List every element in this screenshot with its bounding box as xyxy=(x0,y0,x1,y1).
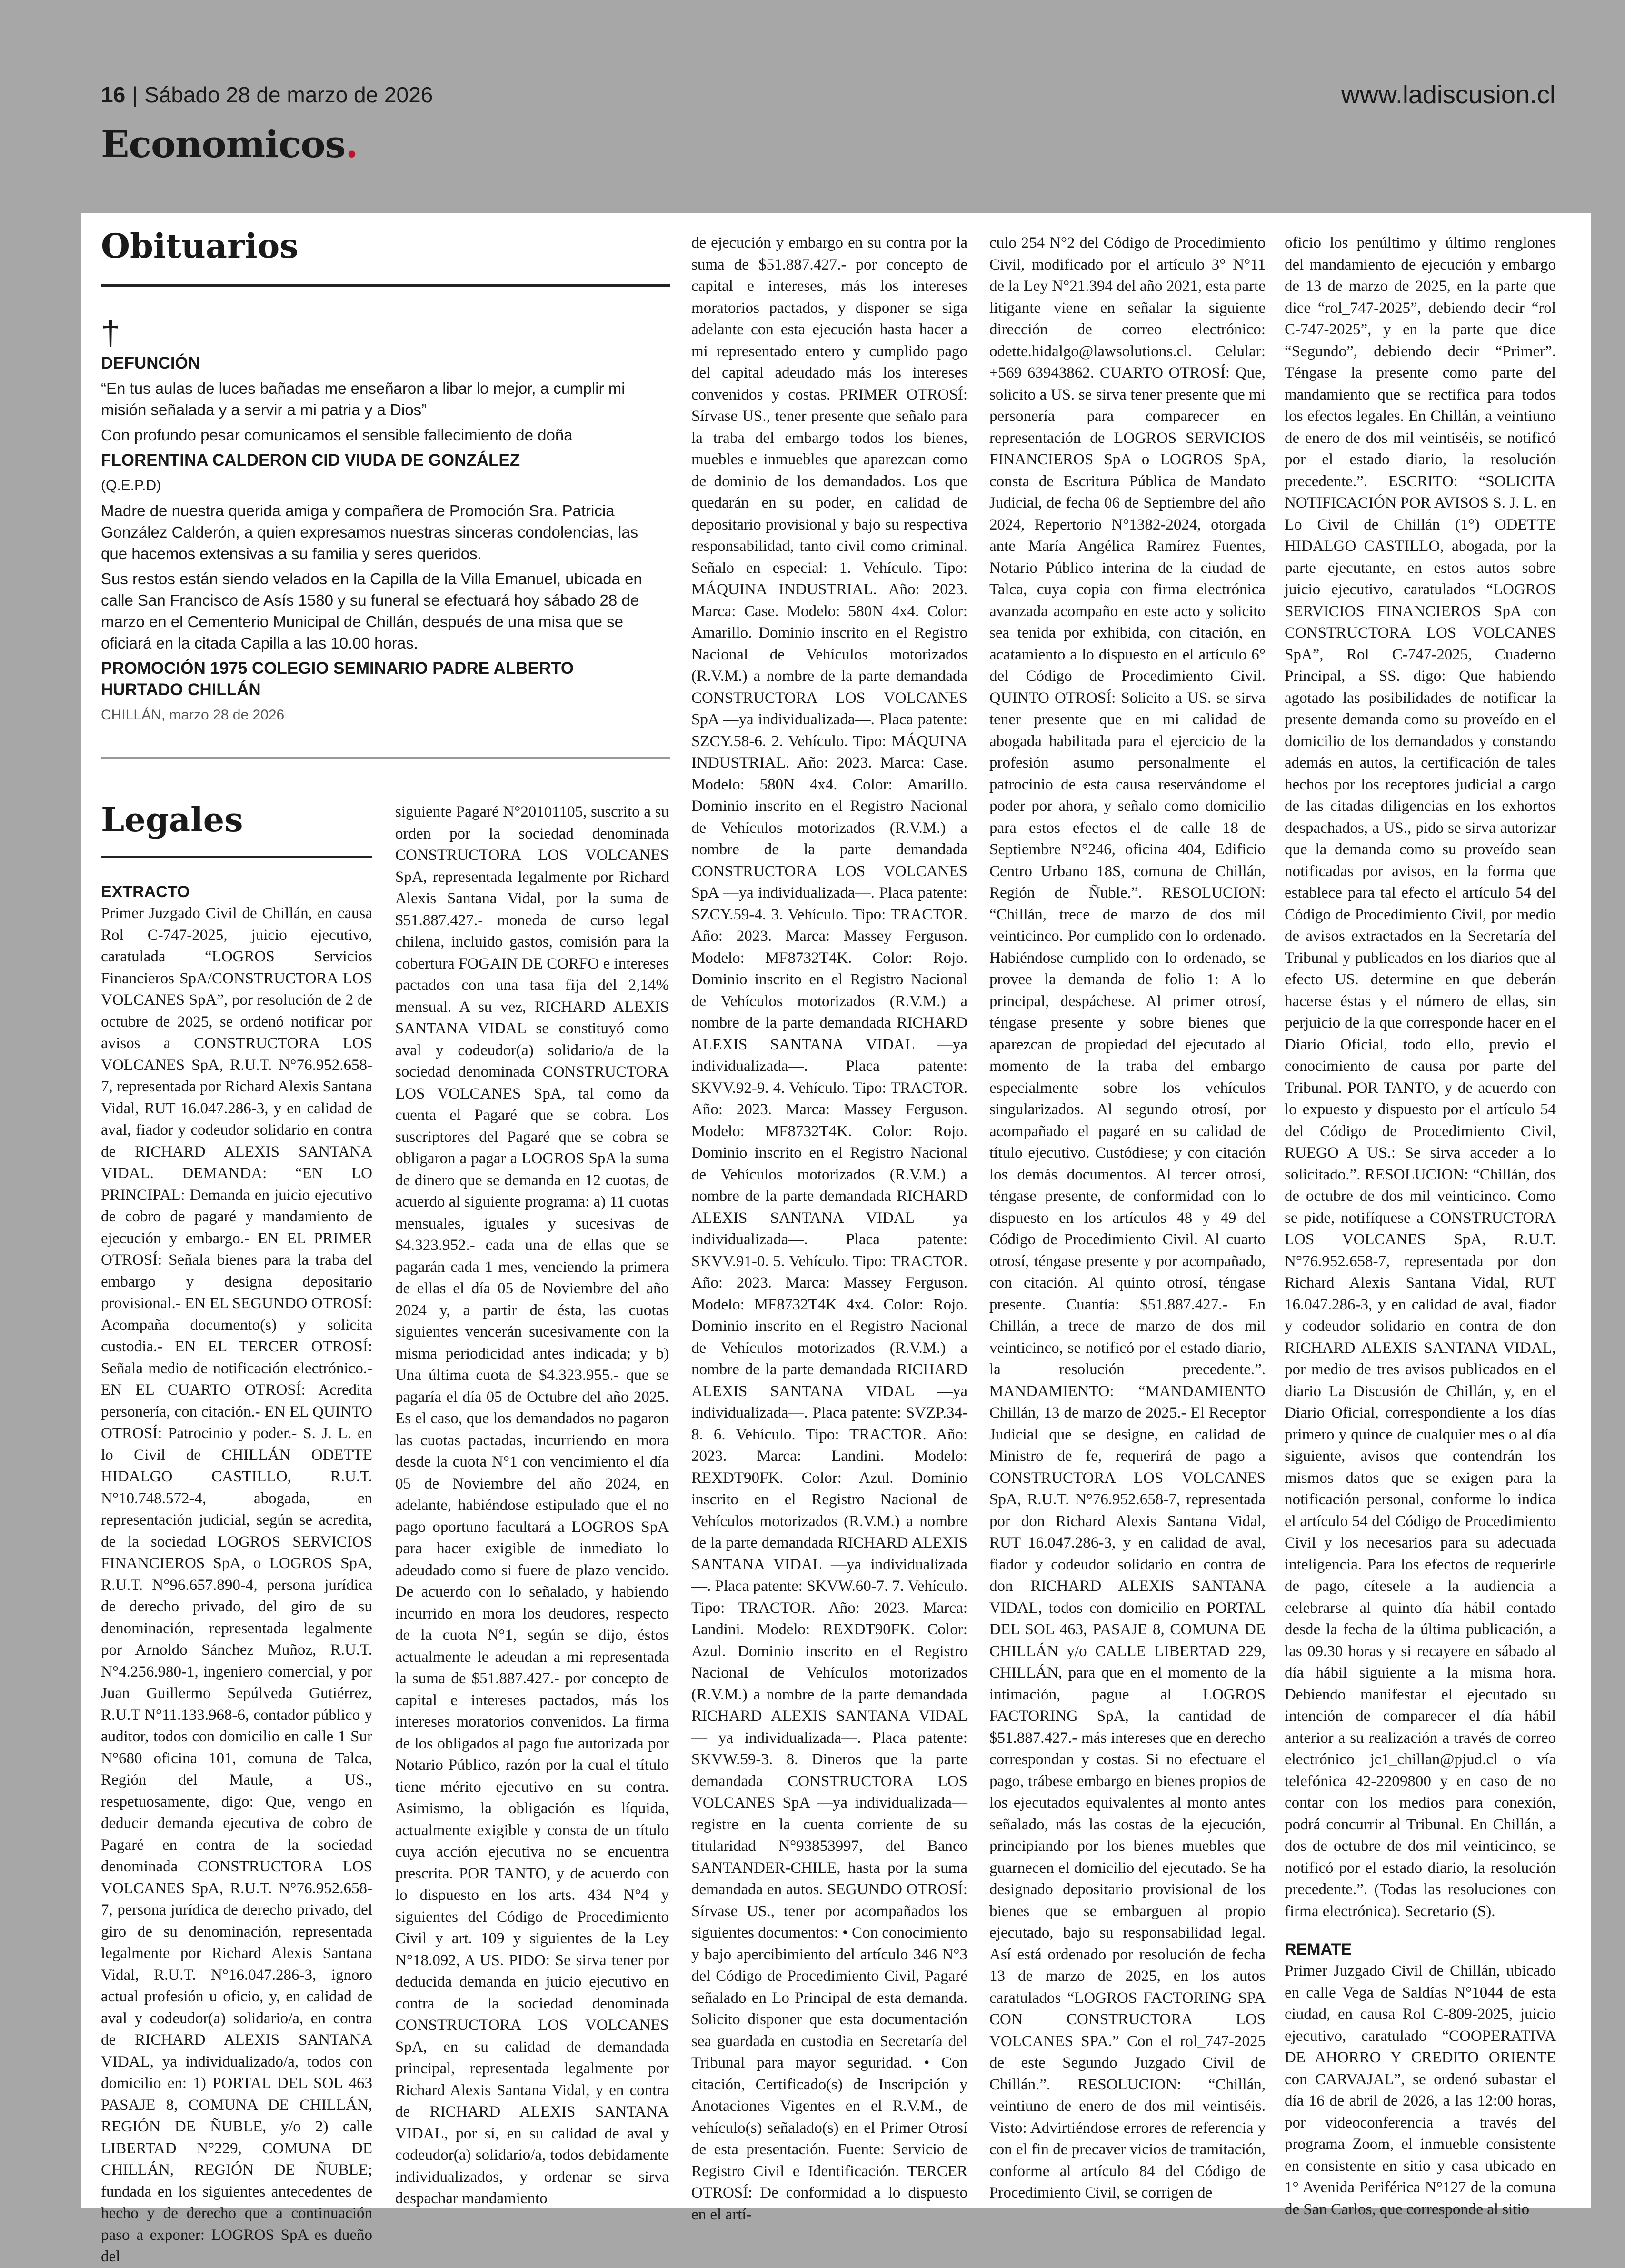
obituarios-bottom-rule xyxy=(101,757,670,759)
obituary-heading: DEFUNCIÓN xyxy=(101,354,200,372)
website-url[interactable]: www.ladiscusion.cl xyxy=(1341,80,1555,109)
obituary-paragraph-2: Sus restos están siendo velados en la Capilla de la Villa Emanuel, ubicada en calle San Francisco de Asís 1580 y su funeral se efectuará hoy sábado 28 de marzo en el Cementerio Municipal de Chillán, después de una misa que se oficiará en la citada Capilla a las 10.00 horas. xyxy=(101,570,642,652)
legales-column-3 xyxy=(691,232,967,2226)
obituary-signature: PROMOCIÓN 1975 COLEGIO SEMINARIO PADRE ALBERTO HURTADO CHILLÁN xyxy=(101,659,574,699)
obituary-notice xyxy=(101,314,648,729)
extracto-text-1: Primer Juzgado Civil de Chillán, en causa Rol C-747-2025, juicio ejecutivo, caratulada “LOGROS Servicios Financieros SpA/CONSTRUCTORA LOS VOLCANES SpA”, por resolución de 2 de octubre de 2025, se ordenó notificar por avisos a CONSTRUCTORA LOS VOLCANES SpA, R.U.T. N°76.952.658-7, representada por Richard Alexis Santana Vidal, RUT 16.047.286-3, y en calidad de aval, fiador y codeudor solidario en contra de RICHARD ALEXIS SANTANA VIDAL. DEMANDA: “EN LO PRINCIPAL: Demanda en juicio ejecutivo de cobro de pagaré y mandamiento de ejecución y embargo.- EN EL PRIMER OTROSÍ: Señala bienes para la traba del embargo y designa depositario provisional.- EN EL SEGUNDO OTROSÍ: Acompaña documento(s) y solicita custodia.- EN EL TERCER OTROSÍ: Señala medio de notificación electrónico.- EN EL CUARTO OTROSÍ: Acredita personería, con citación.- EN EL QUINTO OTROSÍ: Patrocinio y poder.- S. J. L. en lo Civil de CHILLÁN ODETTE HIDALGO CASTILLO, R.U.T. N°10.748.572-4, abogada, en representación judicial, según se acredita, de la sociedad LOGROS SERVICIOS FINANCIEROS SpA, o LOGROS SpA, R.U.T. N°96.657.890-4, persona jurídica de derecho privado, del giro de su denominación, representada legalmente por Arnoldo Sánchez Muñoz, R.U.T. N°4.256.980-1, ingeniero comercial, y por Juan Guillermo Sepúlveda Gutiérrez, R.U.T N°11.133.968-6, contador público y auditor, todos con domicilio en calle 1 Sur N°680 oficina 101, comuna de Talca, Región del Maule, a US., respetuosamente, digo: Que, vengo en deducir demanda ejecutiva de cobro de Pagaré en contra de la sociedad denominada CONSTRUCTORA LOS VOLCANES SpA, R.U.T. N°76.952.658-7, persona jurídica de derecho privado, del giro de su denominación, representada legalmente por Richard Alexis Santana Vidal, R.U.T. N°16.047.286-3, ignoro actual profesión u oficio, y, en calidad de aval y codeudor(a) solidario/a, en contra de RICHARD ALEXIS SANTANA VIDAL, ya individualizado/a, todos con domicilio en: 1) PORTAL DEL SOL 463 PASAJE 8, COMUNA DE CHILLÁN, REGIÓN DE ÑUBLE, y/o 2) calle LIBERTAD N°229, COMUNA DE CHILLÁN, REGIÓN DE ÑUBLE; fundada en los siguientes antecedentes de hecho y de derecho que a continuación paso a exponer: LOGROS SpA es dueño del xyxy=(101,905,372,2265)
header-separator: | xyxy=(132,82,138,107)
legales-column-5 xyxy=(1285,232,1556,2220)
obituary-place-date: CHILLÁN, marzo 28 de 2026 xyxy=(101,707,285,723)
page-number: 16 xyxy=(101,82,126,107)
section-dot-icon: . xyxy=(345,123,358,166)
remate-text: Primer Juzgado Civil de Chillán, ubicado en calle Vega de Saldías N°1044 de esta ciudad, en causa Rol C-809-2025, juicio ejecutivo, caratulado “COOPERATIVA DE AHORRO Y CREDITO ORIENTE con CARVAJAL”, se ordenó subastar el día 16 de abril de 2026, a las 12:00 horas, por videoconferencia a través del programa Zoom, el inmueble consistente en consistente en sitio y casa ubicado en 1° Avenida Periférica N°127 de la comuna de San Carlos, que corresponde al sitio xyxy=(1285,1962,1556,2218)
obituarios-title: Obituarios xyxy=(101,226,299,266)
extracto-text-3: de ejecución y embargo en su contra por la suma de $51.887.427.- por concepto de capital e intereses, más los intereses moratorios pactados, y disponer se siga adelante con esta ejecución hasta hacer a mi representado entero y cumplido pago del capital adeudado más los intereses convenidos y costas. PRIMER OTROSÍ: Sírvase US., tener presente que señalo para la traba del embargo todos los bienes, muebles e inmuebles que aparezcan como de dominio de los demandados. Los que quedarán en su poder, en calidad de depositario provisional y bajo su respectiva responsabilidad, tanto civil como criminal. Señalo en especial: 1. Vehículo. Tipo: MÁQUINA INDUSTRIAL. Año: 2023. Marca: Case. Modelo: 580N 4x4. Color: Amarillo. Dominio inscrito en el Registro Nacional de Vehículos motorizados (R.V.M.) a nombre de la parte demandada CONSTRUCTORA LOS VOLCANES SpA —ya individualizada—. Placa patente: SZCY.58-6. 2. Vehículo. Tipo: MÁQUINA INDUSTRIAL. Año: 2023. Marca: Case. Modelo: 580N 4x4. Color: Amarillo. Dominio inscrito en el Registro Nacional de Vehículos motorizados (R.V.M.) a nombre de la parte demandada CONSTRUCTORA LOS VOLCANES SpA —ya individualizada—. Placa patente: SZCY.59-4. 3. Vehículo. Tipo: TRACTOR. Año: 2023. Marca: Massey Ferguson. Modelo: MF8732T4K. Color: Rojo. Dominio inscrito en el Registro Nacional de Vehículos motorizados (R.V.M.) a nombre de la parte demandada RICHARD ALEXIS SANTANA VIDAL —ya individualizada—. Placa patente: SKVV.92-9. 4. Vehículo. Tipo: TRACTOR. Año: 2023. Marca: Massey Ferguson. Modelo: MF8732T4K. Color: Rojo. Dominio inscrito en el Registro Nacional de Vehículos motorizados (R.V.M.) a nombre de la parte demandada RICHARD ALEXIS SANTANA VIDAL —ya individualizada—. Placa patente: SKVV.91-0. 5. Vehículo. Tipo: TRACTOR. Año: 2023. Marca: Massey Ferguson. Modelo: MF8732T4K 4x4. Color: Rojo. Dominio inscrito en el Registro Nacional de Vehículos motorizados (R.V.M.) a nombre de la parte demandada RICHARD ALEXIS SANTANA VIDAL —ya individualizada—. Placa patente: SVZP.34-8. 6. Vehículo. Tipo: TRACTOR. Año: 2023. Marca: Landini. Modelo: REXDT90FK. Color: Azul. Dominio inscrito en el Registro Nacional de Vehículos motorizados (R.V.M.) a nombre de la parte demandada RICHARD ALEXIS SANTANA VIDAL —ya individualizada—. Placa patente: SKVW.60-7. 7. Vehículo. Tipo: TRACTOR. Año: 2023. Marca: Landini. Modelo: REXDT90FK. Color: Azul. Dominio inscrito en el Registro Nacional de Vehículos motorizados (R.V.M.) a nombre de la parte demandada RICHARD ALEXIS SANTANA VIDAL — ya individualizada—. Placa patente: SKVW.59-3. 8. Dineros que la parte demandada CONSTRUCTORA LOS VOLCANES SpA —ya individualizada— registre en la cuenta corriente de su titularidad N°93853997, del Banco SANTANDER-CHILE, hasta por la suma demandada en autos. SEGUNDO OTROSÍ: Sírvase US., tener por acompañados los siguientes documentos: • Con conocimiento y bajo apercibimiento del artículo 346 N°3 del Código de Procedimiento Civil, Pagaré señalado en Lo Principal de esta demanda. Solicito disponer que esta documentación sea guardada en custodia en Secretaría del Tribunal para mayor seguridad. • Con citación, Certificado(s) de Inscripción y Anotaciones Vigentes en el R.V.M., de vehículo(s) señalado(s) en el Primer Otrosí de esta presentación. Fuente: Servicio de Registro Civil e Identificación. TERCER OTROSÍ: De conformidad a lo dispuesto en el artí- xyxy=(691,234,967,2223)
section-title-text: Economicos xyxy=(101,123,346,166)
obituarios-rule xyxy=(101,284,670,287)
section-title xyxy=(101,123,358,166)
extracto-text-4: culo 254 N°2 del Código de Procedimiento Civil, modificado por el artículo 3° N°11 de la Ley N°21.394 del año 2021, esta parte litigante viene en señalar la siguiente dirección de correo electrónico: odette.hidalgo@lawsolutions.cl. Celular: +569 63943862. CUARTO OTROSÍ: Que, solicito a US. se sirva tener presente que mi personería para comparecer en representación de LOGROS SERVICIOS FINANCIEROS SpA o LOGROS SpA, consta de Escritura Pública de Mandato Judicial, de fecha 06 de Septiembre del año 2024, Repertorio N°1382-2024, otorgada ante María Angélica Ramírez Fuentes, Notario Público interina de la ciudad de Talca, cuya copia con firma electrónica avanzada acompaño en este acto y solicito sea tenida por exhibida, con citación, en acatamiento a lo dispuesto en el artículo 6° del Código de Procedimiento Civil. QUINTO OTROSÍ: Solicito a US. se sirva tener presente que en mi calidad de abogada habilitada para el ejercicio de la profesión asumo personalmente el patrocinio de esta causa reservándome el poder por ahora, y señalo como domicilio para estos efectos el de calle 18 de Septiembre N°246, oficina 404, Edificio Centro Urbano 18S, comuna de Chillán, Región de Ñuble.”. RESOLUCION: “Chillán, trece de marzo de dos mil veinticinco. Por cumplido con lo ordenado. Habiéndose cumplido con lo ordenado, se provee la demanda de folio 1: A lo principal, despáchese. Al primer otrosí, téngase presente y sobre bienes que aparezcan de propiedad del ejecutado al momento de la traba del embargo especialmente sobre los vehículos singularizados. Al segundo otrosí, por acompañado el pagaré en su calidad de título ejecutivo. Custódiese; y con citación los demás documentos. Al tercer otrosí, téngase presente, de conformidad con lo dispuesto en los artículos 48 y 49 del Código de Procedimiento Civil. Al cuarto otrosí, téngase presente y por acompañado, con citación. Al quinto otrosí, téngase presente. Cuantía: $51.887.427.- En Chillán, a trece de marzo de dos mil veinticinco, se notificó por el estado diario, la resolución precedente.”. MANDAMIENTO: “MANDAMIENTO Chillán, 13 de marzo de 2025.- El Receptor Judicial que se designe, en calidad de Ministro de fe, requerirá de pago a CONSTRUCTORA LOS VOLCANES SpA, R.U.T. N°76.952.658-7, representada por don Richard Alexis Santana Vidal, RUT 16.047.286-3, y en calidad de aval, fiador y codeudor solidario en contra de don RICHARD ALEXIS SANTANA VIDAL, todos con domicilio en PORTAL DEL SOL 463, PASAJE 8, COMUNA DE CHILLÁN y/o CALLE LIBERTAD 229, CHILLÁN, para que en el momento de la intimación, pague al LOGROS FACTORING SpA, la cantidad de $51.887.427.- más intereses que en derecho correspondan y costas. Si no efectuare el pago, trábese embargo en bienes propios de los ejecutados equivalentes al monto antes señalado, más las costas de la ejecución, principiando por los bienes muebles que guarnecen el domicilio del ejecutado. Se ha designado depositario provisional de los bienes que se embarguen al propio ejecutado, bajo su responsabilidad legal. Así está ordenado por resolución de fecha 13 de marzo de 2025, en los autos caratulados “LOGROS FACTORING SPA CON CONSTRUCTORA LOS VOLCANES SPA.” Con el rol_747-2025 de este Segundo Juzgado Civil de Chillán.”. RESOLUCION: “Chillán, veintiuno de enero de dos mil veintiséis. Visto: Advirtiéndose errores de referencia y con el fin de precaver vicios de tramitación, conforme al artículo 84 del Código de Procedimiento Civil, se corrigen de xyxy=(989,234,1266,2201)
legales-column-2 xyxy=(395,801,669,2210)
obituary-intro: Con profundo pesar comunicamos el sensible fallecimiento de doña xyxy=(101,426,573,444)
legales-column-1 xyxy=(101,881,372,2268)
legales-title: Legales xyxy=(101,800,243,839)
qepd: (Q.E.P.D) xyxy=(101,478,161,493)
extracto-text-5: oficio los penúltimo y último renglones del mandamiento de ejecución y embargo de 13 de marzo de 2025, en la parte que dice “rol_747-2025”, debiendo decir “rol C-747-2025”, y en la parte que dice “Segundo”, debiendo decir “Primer”. Téngase la presente como parte del mandamiento que se rectifica para todos los efectos legales. En Chillán, a veintiuno de enero de dos mil veintiséis, se notificó por el estado diario, la resolución precedente.”. ESCRITO: “SOLICITA NOTIFICACIÓN POR AVISOS S. J. L. en Lo Civil de Chillán (1°) ODETTE HIDALGO CASTILLO, abogada, por la parte ejecutante, en estos autos sobre juicio ejecutivo, caratulados “LOGROS SERVICIOS FINANCIEROS SpA con CONSTRUCTORA LOS VOLCANES SpA”, Rol C-747-2025, Cuaderno Principal, a SS. digo: Que habiendo agotado las posibilidades de notificar la presente demanda como su proveído en el domicilio de los demandados y constando además en autos, la certificación de tales hechos por los receptores judicial a cargo de las citadas diligencias en los exhortos despachados, a US., pido se sirva autorizar que la demanda como su proveído sean notificadas por avisos, en la forma que establece para tal efecto el artículo 54 del Código de Procedimiento Civil, por medio de avisos extractados en la Secretaría del Tribunal y publicados en los diarios que al efecto US. determine en que deberán hacerse éstas y el número de ellas, sin perjuicio de la que corresponde hacer en el Diario Oficial, todo ello, previo el conocimiento de causa por parte del Tribunal. POR TANTO, y de acuerdo con lo expuesto y dispuesto por el artículo 54 del Código de Procedimiento Civil, RUEGO A US.: Se sirva acceder a lo solicitado.”. RESOLUCION: “Chillán, dos de octubre de dos mil veinticinco. Como se pide, notifíquese a CONSTRUCTORA LOS VOLCANES SpA, R.U.T. N°76.952.658-7, representada por don Richard Alexis Santana Vidal, RUT 16.047.286-3, y en calidad de aval, fiador y codeudor solidario en contra de don RICHARD ALEXIS SANTANA VIDAL, por medio de tres avisos publicados en el diario La Discusión de Chillán, y, en el Diario Oficial, correspondiente a los días primero y quince de cualquier mes o al día siguiente, avisos que contendrán los mismos datos que se exigen para la notificación personal, conforme lo indica el artículo 54 del Código de Procedimiento Civil y los necesarios para su adecuada inteligencia. Para los efectos de requerirle de pago, cítesele a la audiencia a celebrarse al quinto día hábil contado desde la fecha de la última publicación, a las 09.30 horas y si recayere en sábado al día hábil siguiente a la misma hora. Debiendo manifestar el ejecutado su intención de comparecer el día hábil anterior a su realización a través de correo electrónico jc1_chillan@pjud.cl o vía telefónica 42-2209800 y en caso de no contar con los medios para conexión, podrá concurrir al Tribunal. En Chillán, a dos de octubre de dos mil veinticinco, se notificó por el estado diario, la resolución precedente.”. (Todas las resoluciones con firma electrónica). Secretario (S). xyxy=(1285,234,1556,1920)
extracto-text-2: siguiente Pagaré N°20101105, suscrito a su orden por la sociedad denominada CONSTRUCTORA LOS VOLCANES SpA, representada legalmente por Richard Alexis Santana Vidal, por la suma de $51.887.427.- moneda de curso legal chilena, incluido gastos, comisión para la cobertura FOGAIN DE CORFO e intereses pactados con una tasa fija del 2,14% mensual. A su vez, RICHARD ALEXIS SANTANA VIDAL se constituyó como aval y codeudor(a) solidario/a de la sociedad denominada CONSTRUCTORA LOS VOLCANES SpA, tal como da cuenta el Pagaré que se cobra. Los suscriptores del Pagaré que se cobra se obligaron a pagar a LOGROS SpA la suma de dinero que se demanda en 12 cuotas, de acuerdo al siguiente programa: a) 11 cuotas mensuales, iguales y sucesivas de $4.323.952.- cada una de ellas que se pagarán cada 1 mes, venciendo la primera de ellas el día 05 de Noviembre del año 2024 y, a partir de ésta, las cuotas siguientes vencerán sucesivamente con la misma periodicidad antes indicada; y b) Una última cuota de $4.323.955.- que se pagaría el día 05 de Octubre del año 2025. Es el caso, que los demandados no pagaron las cuotas pactadas, incurriendo en mora desde la cuota N°1 con vencimiento el día 05 de Noviembre del año 2024, en adelante, habiéndose estipulado que el no pago oportuno facultará a LOGROS SpA para hacer exigible de inmediato lo adeudado como si fuere de plazo vencido. De acuerdo con lo señalado, y habiendo incurrido en mora los deudores, respecto de la cuota N°1, según se dijo, éstos actualmente le adeudan a mi representada la suma de $51.887.427.- por concepto de capital e intereses pactados, más los intereses moratorios convenidos. La firma de los obligados al pago fue autorizada por Notario Público, razón por la cual el título tiene mérito ejecutivo en su contra. Asimismo, la obligación es líquida, actualmente exigible y consta de un título cuya acción ejecutiva no se encuentra prescrita. POR TANTO, y de acuerdo con lo dispuesto en los arts. 434 N°4 y siguientes del Código de Procedimiento Civil y art. 109 y siguientes de la Ley N°18.092, A US. PIDO: Se sirva tener por deducida demanda en juicio ejecutivo en contra de la sociedad denominada CONSTRUCTORA LOS VOLCANES SpA, en su calidad de demandada principal, representada legalmente por Richard Alexis Santana Vidal, y en contra de RICHARD ALEXIS SANTANA VIDAL, por sí, en su calidad de aval y codeudor(a) solidario/a, todos debidamente individualizados, y ordenar se sirva despachar mandamiento xyxy=(395,803,669,2207)
extracto-heading: EXTRACTO xyxy=(101,883,190,901)
remate-heading: REMATE xyxy=(1285,1940,1352,1958)
deceased-name: FLORENTINA CALDERON CID VIUDA DE GONZÁLEZ xyxy=(101,451,520,470)
issue-date: Sábado 28 de marzo de 2026 xyxy=(144,82,433,107)
cross-icon: † xyxy=(101,314,120,352)
legales-rule xyxy=(101,856,372,858)
obituary-paragraph-1: Madre de nuestra querida amiga y compañera de Promoción Sra. Patricia González Calderón, a quien expresamos nuestras sinceras condolencias, las que hacemos extensivas a su familia y seres queridos. xyxy=(101,502,638,562)
page-header xyxy=(101,82,433,108)
obituary-quote: “En tus aulas de luces bañadas me enseñaron a libar lo mejor, a cumplir mi misión señalada y a servir a mi patria y a Dios” xyxy=(101,380,625,419)
legales-column-4 xyxy=(989,232,1266,2204)
